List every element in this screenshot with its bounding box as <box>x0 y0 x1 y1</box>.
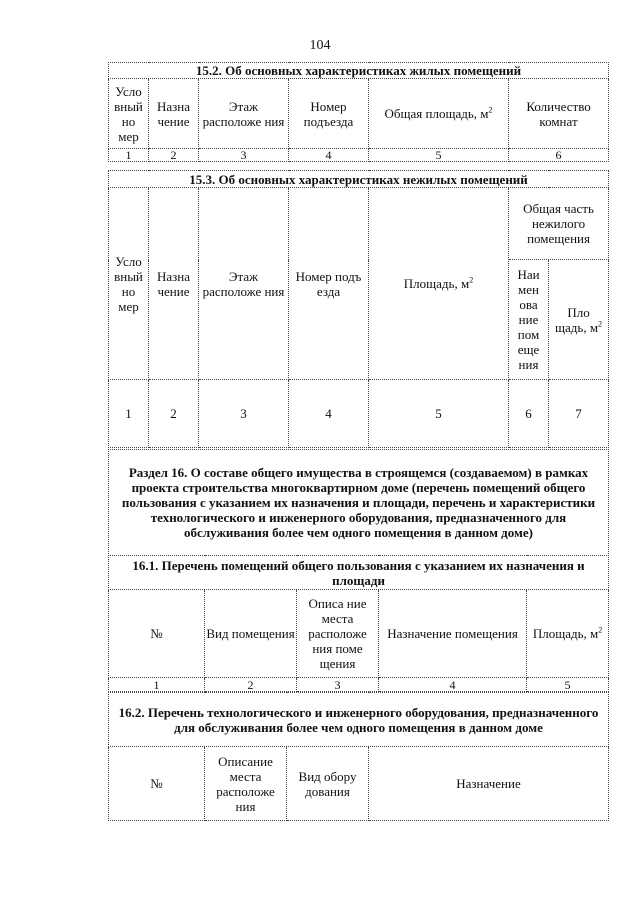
header-total-area: Общая площадь, $м^2$ <box>369 79 509 149</box>
table-15-3 <box>108 170 609 448</box>
header-number: Усло вный но мер <box>109 79 149 149</box>
index-cell: 7 <box>549 380 609 448</box>
index-cell: 2 <box>149 149 199 162</box>
index-cell: 4 <box>289 380 369 448</box>
index-cell: 4 <box>379 678 527 692</box>
index-cell: 3 <box>199 149 289 162</box>
header-common-part: Общая часть нежилого помещения <box>509 188 609 260</box>
header-entrance: Номер подъезда <box>289 79 369 149</box>
index-cell: 2 <box>205 678 297 692</box>
index-cell: 1 <box>109 149 149 162</box>
table-16-1 <box>108 555 609 692</box>
header-area: Площадь, $м^2$ <box>527 590 609 678</box>
header-room-purpose: Назначение помещения <box>379 590 527 678</box>
index-cell: 5 <box>527 678 609 692</box>
header-common-area: Пло щадь, $м^2$ <box>549 260 609 380</box>
header-common-name: Наи мен ова ние пом еще ния <box>509 260 549 380</box>
header-purpose: Назна чение <box>149 79 199 149</box>
section-16-title: Раздел 16. О составе общего имущества в строящемся (создаваемом) в рамках проекта строительства многоквартирном доме (перечень помещений общего пользования с указанием их назначения и площади, перечень и характеристики технологического и инженерного оборудования, предназначенного для обслуживания более чем одного помещения в данном доме) <box>109 450 609 556</box>
table-15-3-title: 15.3. Об основных характеристиках нежилых помещений <box>109 171 609 188</box>
index-cell: 6 <box>509 380 549 448</box>
index-cell: 2 <box>149 380 199 448</box>
header-location: Описание места расположе ния <box>205 747 287 821</box>
index-cell: 1 <box>109 678 205 692</box>
header-area: Площадь, $м^2$ <box>369 188 509 380</box>
header-floor: Этаж расположе ния <box>199 79 289 149</box>
index-cell: 5 <box>369 149 509 162</box>
header-number: № <box>109 590 205 678</box>
index-cell: 3 <box>297 678 379 692</box>
index-cell: 3 <box>199 380 289 448</box>
header-floor: Этаж расположе ния <box>199 188 289 380</box>
table-16-2 <box>108 692 609 821</box>
index-cell: 5 <box>369 380 509 448</box>
header-location: Описа ние места расположе ния поме щения <box>297 590 379 678</box>
header-purpose: Назна чение <box>149 188 199 380</box>
header-number: № <box>109 747 205 821</box>
header-rooms: Количество комнат <box>509 79 609 149</box>
table-16-1-title: 16.1. Перечень помещений общего пользования с указанием их назначения и площади <box>109 556 609 590</box>
header-number: Усло вный но мер <box>109 188 149 380</box>
section-16 <box>108 449 609 556</box>
table-15-2-title: 15.2. Об основных характеристиках жилых помещений <box>109 63 609 79</box>
header-purpose: Назначение <box>369 747 609 821</box>
header-room-type: Вид помещения <box>205 590 297 678</box>
index-cell: 6 <box>509 149 609 162</box>
index-cell: 4 <box>289 149 369 162</box>
table-16-2-title: 16.2. Перечень технологического и инженерного оборудования, предназначенного для обслуживания более чем одного помещения в данном доме <box>109 693 609 747</box>
header-entrance: Номер подъ езда <box>289 188 369 380</box>
index-cell: 1 <box>109 380 149 448</box>
table-15-2 <box>108 62 609 162</box>
page-number: 104 <box>309 38 331 53</box>
header-equipment-type: Вид обору дования <box>287 747 369 821</box>
